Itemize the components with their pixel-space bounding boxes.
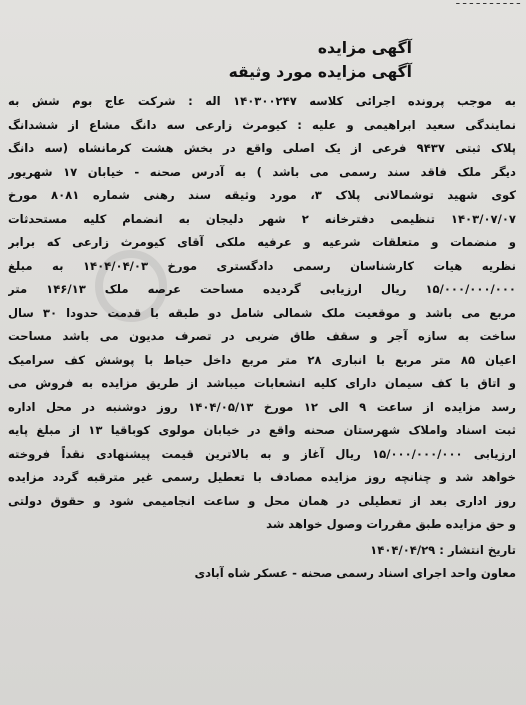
body-line: و اتاق با کف سیمان دارای کلیه انشعابات میباشد از طریق مزایده به فروش می [8,376,516,390]
publish-date: تاریخ انتشار : ۱۴۰۴/۰۴/۲۹ [370,542,516,557]
body-line: مربع می باشد و موقعیت ملک شمالی شامل دو طبقه با قدمت حدودا ۳۰ سال [8,305,516,320]
body-line: ارزیابی ۱۵/۰۰۰/۰۰۰/۰۰۰ ریال آغاز و به بالاترین قیمت پیشنهادی نقداً فروخته [8,446,516,461]
body-line: ساخت به سازه آجر و سقف طاق ضربی در تصرف مدیون می باشد مساحت [8,329,516,343]
body-line: کوی شهید توشمالانی پلاک ۳، مورد وثیقه سند رهنی شماره ۸۰۸۱ مورخ [8,188,516,202]
body-line: اعیان ۸۵ متر مربع با انباری ۲۸ متر مربع داخل حیاط با پوشش کف سرامیک [8,352,516,367]
body-line: دیگر ملک فاقد سند رسمی می باشد ) به آدرس صحنه - خیابان ۱۷ شهریور [8,164,516,179]
body-line: و منضمات و متعلقات شرعیه و عرفیه ملکی آقای کیومرث زارعی که برابر [8,235,516,249]
notice-body [8,90,516,537]
body-line: ۱۴۰۳/۰۷/۰۷ تنظیمی دفترخانه ۲ شهر دلیجان به انضمام کلیه مستحدثات [8,211,516,226]
body-line: نظریه هیات کارشناسان رسمی دادگستری مورخ ۱۴۰۴/۰۴/۰۳ به مبلغ [8,258,516,273]
top-cropped-strip [0,0,526,14]
notice-title: آگهی مزایده [317,39,412,57]
notice-footer [8,539,516,586]
body-line: و حق مزایده طبق مقررات وصول خواهد شد [266,517,516,531]
notice-subtitle: آگهی مزایده مورد وثیقه [228,63,412,81]
body-line: روز اداری بعد از تعطیلی در همان محل و ساعت انجامیمی شود و حقوق دولتی [8,493,516,508]
body-line: نمایندگی سعید ابراهیمی و علیه : کیومرث زارعی سه دانگ مشاع از ششدانگ [8,117,516,132]
body-line: به موجب پرونده اجرائی کلاسه ۱۴۰۳۰۰۲۴۷ اله : شرکت عاج بوم شش به [8,94,516,108]
notice-content [8,36,516,586]
signature: معاون واحد اجرای اسناد رسمی صحنه - عسکر شاه آبادی [194,566,516,580]
body-line: پلاک ثبتی ۹۴۳۷ فرعی از یک اصلی واقع در بخش هشت کرمانشاه (سه دانگ [8,141,516,155]
body-line: خواهد شد و چنانچه روز مزایده مصادف با تعطیل رسمی غیر مترقبه گردد مزایده [8,470,516,484]
cropped-text: ـ ـ ـ ـ ـ ـ ـ ـ ـ ـ [456,0,520,7]
body-line: ثبت اسناد واملاک شهرستان صحنه واقع در خیابان مولوی کوباقیا ۱۳ از مبلغ پایه [8,423,516,437]
body-line: ۱۵/۰۰۰/۰۰۰/۰۰۰ ریال ارزیابی گردیده مساحت عرصه ملک ۱۴۶/۱۳ متر [8,282,516,296]
body-line: رسد مزایده از ساعت ۹ الی ۱۲ مورخ ۱۴۰۴/۰۵/۱۳ روز دوشنبه در محل اداره [8,399,516,414]
